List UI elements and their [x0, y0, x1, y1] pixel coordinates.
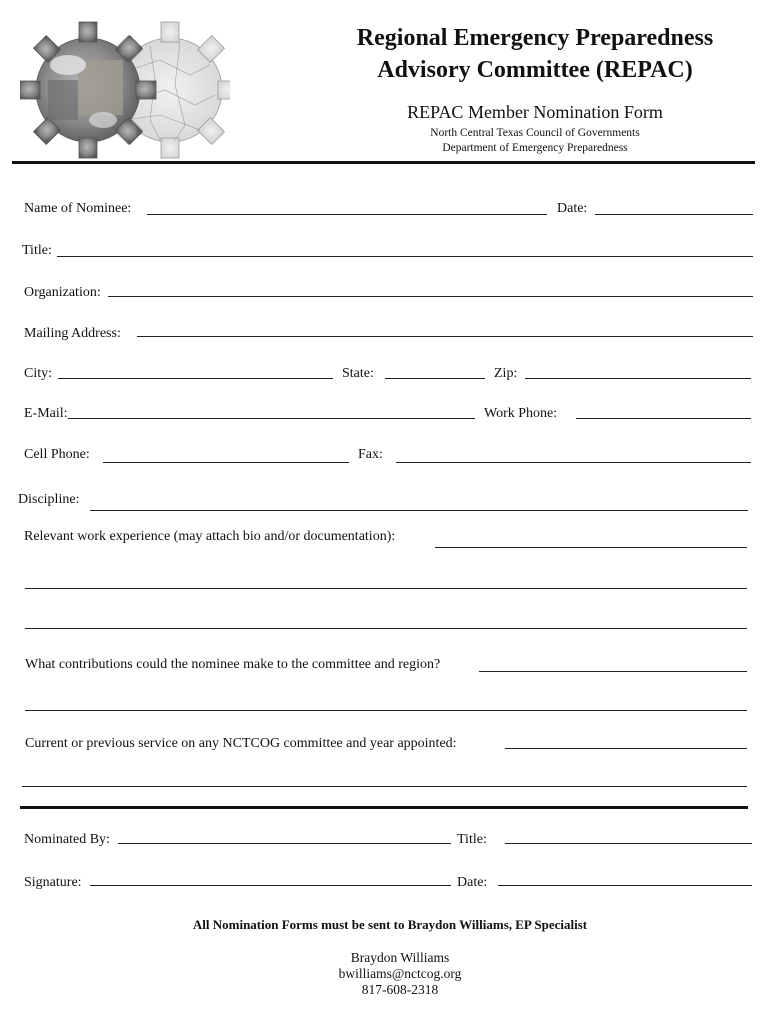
contributions-field-1[interactable]: [479, 671, 747, 672]
fax-label: Fax:: [358, 447, 383, 462]
experience-field-3[interactable]: [25, 628, 747, 629]
city-field[interactable]: [58, 378, 333, 379]
organization-label: Organization:: [24, 285, 101, 300]
contributions-field-2[interactable]: [25, 710, 747, 711]
org-info: [300, 126, 770, 156]
date-field[interactable]: [595, 214, 753, 215]
nominator-title-field[interactable]: [505, 843, 752, 844]
signature-label: Signature:: [24, 875, 82, 890]
contact-phone: 817-608-2318: [361, 982, 439, 997]
signature-section-divider: [20, 806, 748, 809]
city-label: City:: [24, 366, 53, 381]
nominee-name-label: Name of Nominee:: [24, 201, 132, 216]
title-field[interactable]: [57, 256, 753, 257]
service-label: Current or previous service on any NCTCOG committee and year appointed:: [25, 736, 457, 751]
nominator-title-label: Title:: [457, 832, 487, 847]
form-heading: [300, 22, 770, 86]
nominated-by-label: Nominated By:: [24, 832, 110, 847]
signature-date-field[interactable]: [498, 885, 752, 886]
contributions-label: What contributions could the nominee make to the committee and region?: [25, 657, 441, 672]
contact-email: bwilliams@nctcog.org: [338, 966, 462, 981]
service-field-1[interactable]: [505, 748, 747, 749]
fax-field[interactable]: [396, 462, 751, 463]
service-field-2[interactable]: [22, 786, 747, 787]
cell-phone-field[interactable]: [103, 462, 349, 463]
work-phone-label: Work Phone:: [484, 406, 558, 421]
work-phone-field[interactable]: [576, 418, 751, 419]
email-label: E-Mail:: [24, 406, 68, 421]
state-field[interactable]: [385, 378, 485, 379]
date-label: Date:: [557, 201, 588, 216]
experience-field-1[interactable]: [435, 547, 747, 548]
header-divider: [12, 161, 755, 164]
zip-field[interactable]: [525, 378, 751, 379]
form-title: REPAC Member Nomination Form: [407, 102, 663, 122]
discipline-field[interactable]: [90, 510, 748, 511]
experience-label: Relevant work experience (may attach bio and/or documentation):: [24, 529, 396, 544]
heading-line-1: Regional Emergency Preparedness: [356, 25, 714, 51]
zip-label: Zip:: [494, 366, 518, 381]
nominee-name-field[interactable]: [147, 214, 547, 215]
signature-date-label: Date:: [457, 875, 488, 890]
contact-name: Braydon Williams: [350, 950, 450, 965]
nominated-by-field[interactable]: [118, 843, 451, 844]
department-name: Department of Emergency Preparedness: [442, 142, 628, 154]
submission-instruction: All Nomination Forms must be sent to Braydon Williams, EP Specialist: [192, 917, 588, 932]
org-name: North Central Texas Council of Governments: [430, 127, 640, 139]
experience-field-2[interactable]: [25, 588, 747, 589]
repac-gear-logo-icon: [20, 20, 230, 160]
email-field[interactable]: [68, 418, 475, 419]
discipline-label: Discipline:: [18, 492, 80, 507]
title-label: Title:: [22, 243, 52, 258]
mailing-address-field[interactable]: [137, 336, 753, 337]
cell-phone-label: Cell Phone:: [24, 447, 90, 462]
contact-block: [0, 950, 770, 998]
signature-field[interactable]: [90, 885, 451, 886]
heading-line-2: Advisory Committee (REPAC): [377, 57, 693, 83]
organization-field[interactable]: [108, 296, 753, 297]
state-label: State:: [342, 366, 374, 381]
mailing-address-label: Mailing Address:: [24, 326, 121, 341]
